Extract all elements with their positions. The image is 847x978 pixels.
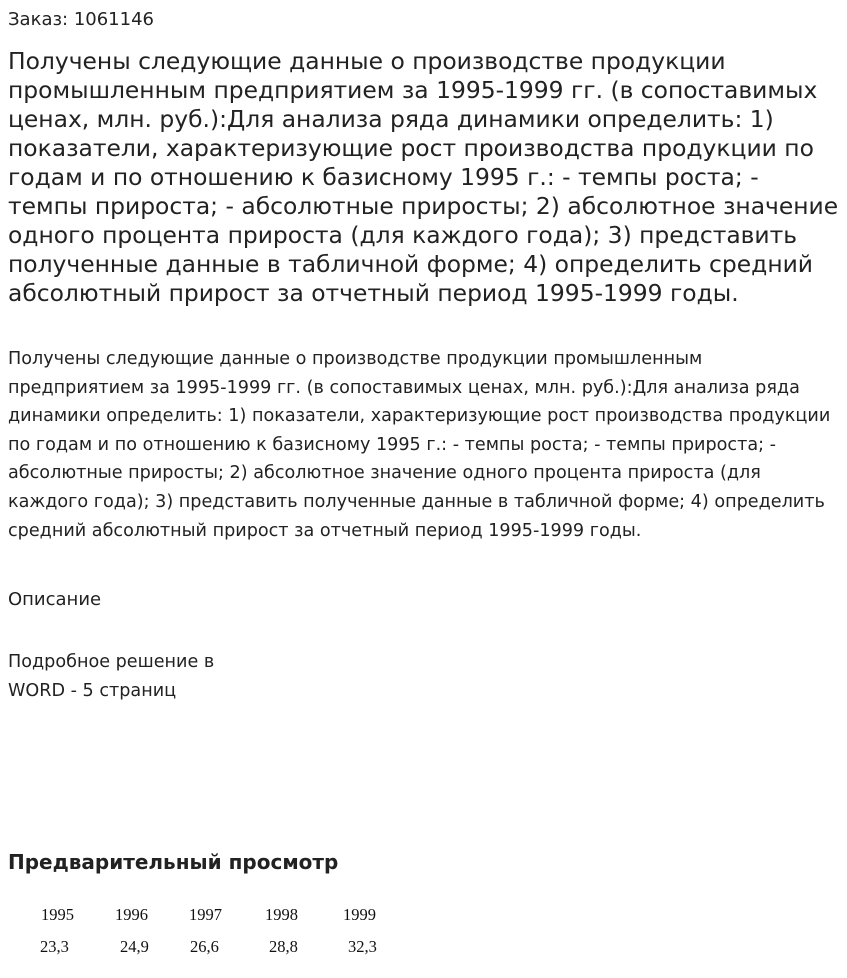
preview-heading: Предварительный просмотр — [8, 850, 339, 874]
value-cell: 32,3 — [348, 937, 377, 956]
value-cell: 23,3 — [40, 937, 69, 956]
order-number: Заказ: 1061146 — [8, 9, 154, 30]
value-cell: 26,6 — [190, 937, 219, 956]
description-label: Описание — [8, 589, 102, 610]
task-description: Получены следующие данные о производстве продукции промышленным предприятием за 1995-1999 гг. (в сопоставимых ценах, млн. руб.):Для анализа ряда динамики определить: 1) показатели, характеризующие рост производства продукции по годам и по отношению к базисному 1995 г.: - темпы роста; - темпы прироста; - абсолютные приросты; 2) абсолютное значение одного процента прироста (для каждого года); 3) представить полученные данные в табличной форме; 4) определить средний абсолютный прирост за отчетный период 1995-1999 годы. — [8, 349, 831, 541]
value-cell: 28,8 — [269, 937, 298, 956]
preview-table — [0, 900, 420, 970]
year-cell: 1998 — [265, 905, 298, 924]
solution-info: Подробное решение в WORD - 5 страниц — [8, 652, 215, 701]
value-cell: 24,9 — [120, 937, 149, 956]
year-cell: 1999 — [343, 905, 376, 924]
task-title: Получены следующие данные о производстве продукции промышленным предприятием за 1995-1999 гг. (в сопоставимых ценах, млн. руб.):Для анализа ряда динамики определить: 1) показатели, характеризующие рост производства продукции по годам и по отношению к базисному 1995 г.: - темпы роста; - темпы прироста; - абсолютные приросты; 2) абсолютное значение одного процента прироста (для каждого года); 3) представить полученные данные в табличной форме; 4) определить средний абсолютный прирост за отчетный период 1995-1999 годы. — [8, 47, 839, 307]
year-cell: 1996 — [115, 905, 148, 924]
year-cell: 1997 — [189, 905, 222, 924]
year-cell: 1995 — [41, 905, 74, 924]
